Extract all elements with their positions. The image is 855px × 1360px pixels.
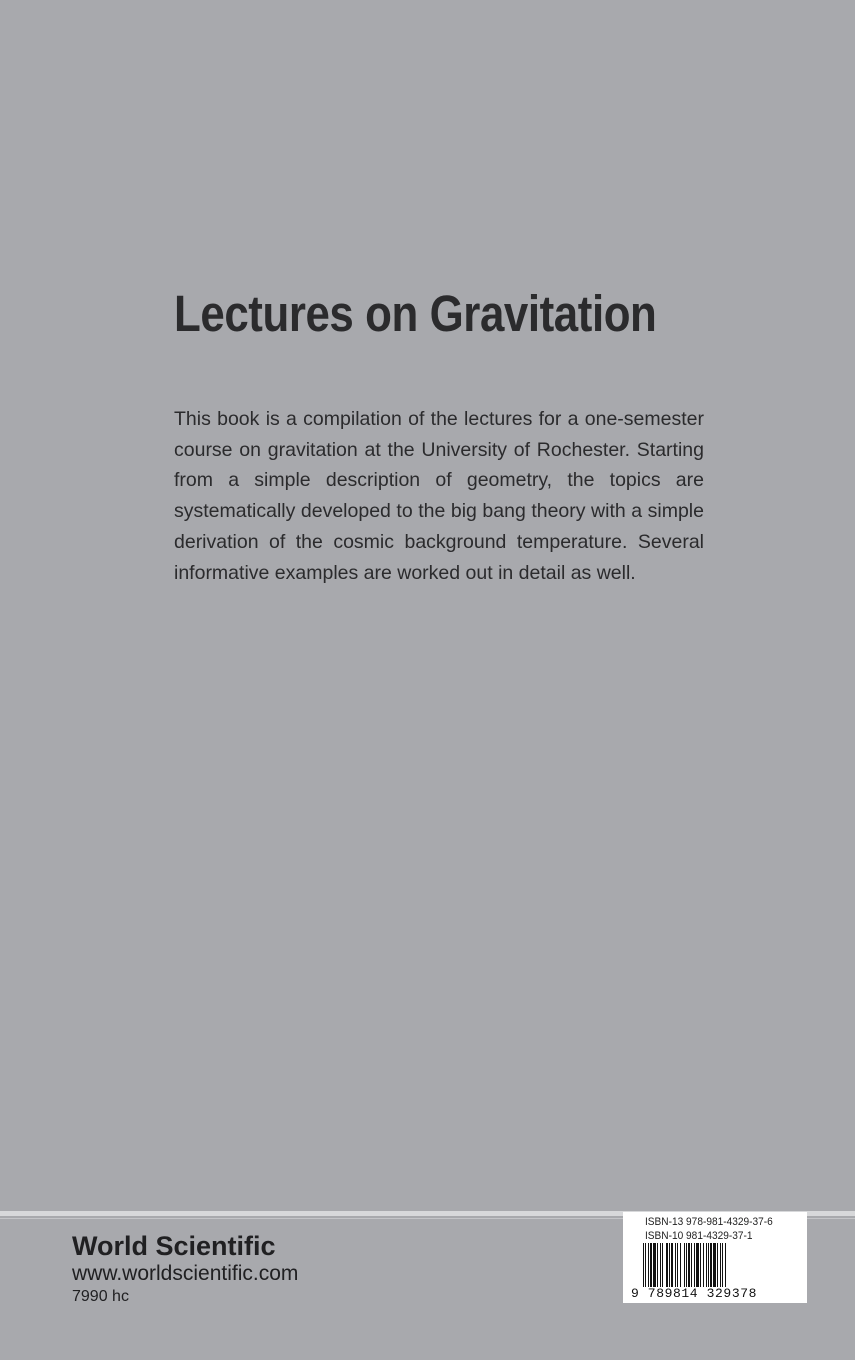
barcode-bar xyxy=(677,1243,678,1287)
barcode-bar xyxy=(653,1243,656,1287)
barcode-bar xyxy=(675,1243,676,1287)
page-title: Lectures on Gravitation xyxy=(174,285,657,342)
publisher-website: www.worldscientific.com xyxy=(72,1262,299,1285)
barcode-bar xyxy=(694,1243,695,1287)
barcode-bar xyxy=(710,1243,712,1287)
barcode-bar xyxy=(657,1243,658,1287)
barcode-bar xyxy=(691,1243,692,1287)
barcode-bar xyxy=(645,1243,646,1287)
barcode-bar xyxy=(696,1243,699,1287)
barcode-bar xyxy=(671,1243,673,1287)
barcode-bar xyxy=(669,1243,670,1287)
barcode-digits: 9 789814 329378 xyxy=(631,1286,758,1301)
isbn-10-label: ISBN-10 981-4329-37-1 xyxy=(645,1230,753,1242)
barcode-bar xyxy=(713,1243,716,1287)
barcode-bar xyxy=(720,1243,721,1287)
barcode-bar xyxy=(706,1243,707,1287)
barcode-bar xyxy=(662,1243,663,1287)
barcode-bar xyxy=(643,1243,644,1287)
barcode-bar xyxy=(688,1243,690,1287)
barcode-bar xyxy=(725,1243,726,1287)
catalog-code: 7990 hc xyxy=(72,1288,129,1305)
barcode-bar xyxy=(666,1243,668,1287)
barcode-bar xyxy=(722,1243,723,1287)
publisher-name: World Scientific xyxy=(72,1231,276,1261)
barcode-bar xyxy=(680,1243,681,1287)
barcode-bar xyxy=(648,1243,649,1287)
barcode-bar xyxy=(703,1243,704,1287)
barcode-bar xyxy=(717,1243,718,1287)
barcode-bar xyxy=(660,1243,661,1287)
barcode-bar xyxy=(686,1243,687,1287)
barcode-bars xyxy=(643,1243,793,1287)
isbn-13-label: ISBN-13 978-981-4329-37-6 xyxy=(645,1216,773,1228)
book-description: This book is a compilation of the lectures for a one-semester course on gravitation at the University of Rochester. Starting from a simple description of geometry, the topics are systematically developed to the big bang theory with a simple derivation of the cosmic background temperature. Several informative examples are worked out in detail as well. xyxy=(174,408,704,584)
barcode-bar xyxy=(700,1243,701,1287)
barcode-bar xyxy=(708,1243,709,1287)
barcode-bar xyxy=(684,1243,685,1287)
barcode-panel xyxy=(623,1212,807,1303)
barcode-bar xyxy=(650,1243,652,1287)
